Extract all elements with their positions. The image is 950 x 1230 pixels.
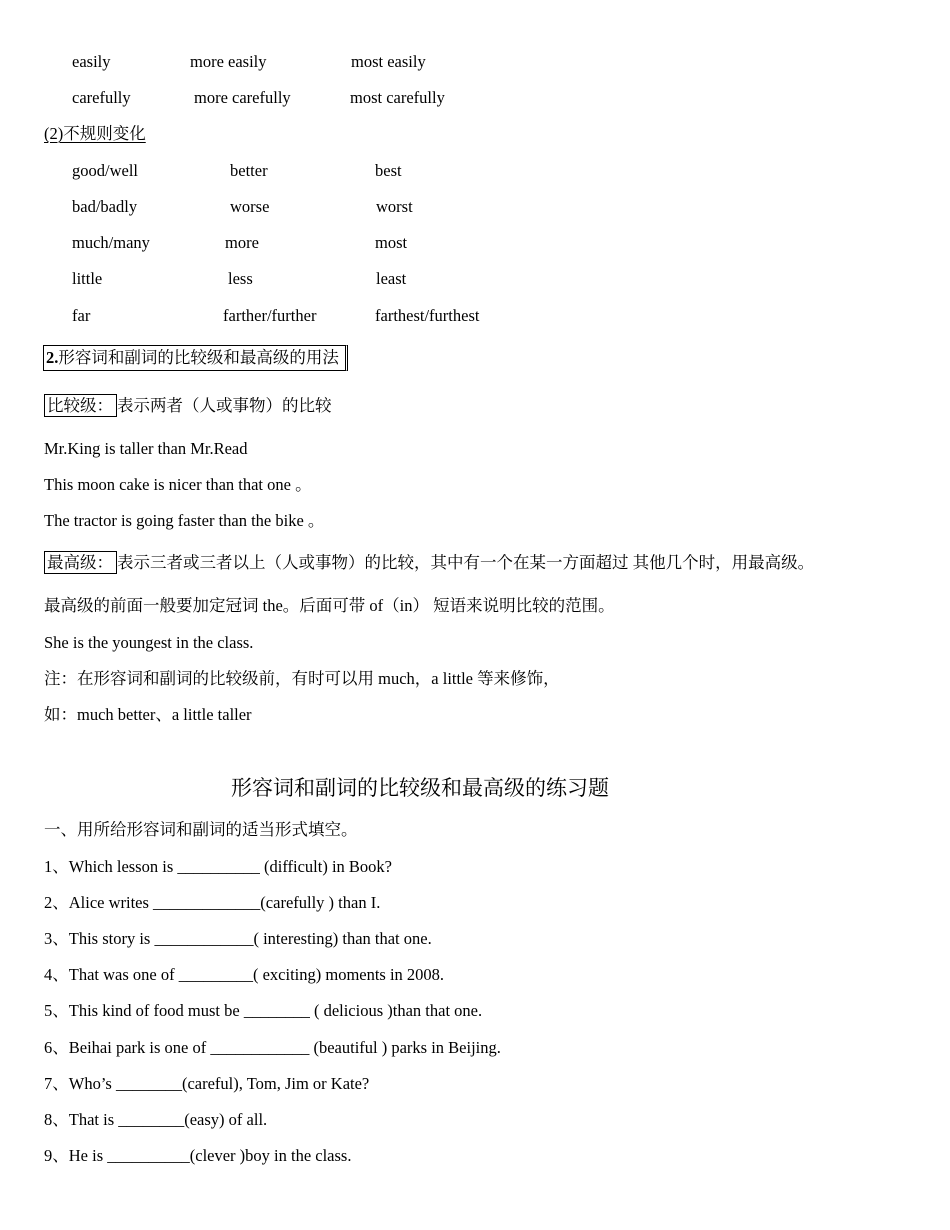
word-base: much/many — [72, 233, 150, 252]
exercise-item: 4、That was one of _________( exciting) moments in 2008. — [44, 965, 445, 984]
exercise-item: 7、Who’s ________(careful), Tom, Jim or Kate? — [44, 1074, 370, 1093]
word-superlative: most carefully — [350, 88, 445, 107]
section-number: 2. — [46, 348, 59, 367]
exercise-item: 5、This kind of food must be ________ ( delicious )than that one. — [44, 1001, 483, 1020]
word-comparative: less — [228, 269, 253, 288]
word-superlative: most easily — [351, 52, 426, 71]
comparative-desc: 表示两者（人或事物）的比较 — [117, 396, 332, 415]
word-superlative: most — [375, 233, 408, 252]
comparative-label: 比较级： — [44, 394, 117, 417]
word-base: easily — [72, 52, 111, 71]
word-comparative: better — [230, 161, 268, 180]
exercise-item: 1、Which lesson is __________ (difficult) in Book? — [44, 857, 392, 876]
exercise-title: 形容词和副词的比较级和最高级的练习题 — [231, 776, 609, 800]
word-base: good/well — [72, 161, 138, 180]
exercise-item: 9、He is __________(clever )boy in the class. — [44, 1146, 352, 1165]
section-title: 形容词和副词的比较级和最高级的用法 — [58, 348, 339, 367]
word-base: carefully — [72, 88, 131, 107]
word-base: far — [72, 306, 91, 325]
word-comparative: more — [225, 233, 259, 252]
note-example: 如：much better、a little taller — [44, 705, 252, 724]
superlative-definition — [44, 552, 814, 574]
word-comparative: worse — [230, 197, 270, 216]
exercise-item: 8、That is ________(easy) of all. — [44, 1110, 268, 1129]
section-heading — [43, 345, 348, 371]
comparative-definition — [44, 395, 332, 417]
exercise-item: 6、Beihai park is one of ____________ (beautiful ) parks in Beijing. — [44, 1038, 501, 1057]
note-text: 注：在形容词和副词的比较级前，有时可以用 much，a little 等来修饰， — [44, 669, 560, 688]
word-base: little — [72, 269, 103, 288]
exercise-item: 3、This story is ____________( interesting) than that one. — [44, 929, 432, 948]
word-base: bad/badly — [72, 197, 138, 216]
irregular-heading: (2)不规则变化 — [44, 124, 146, 143]
superlative-label: 最高级： — [44, 551, 117, 574]
example-sentence: The tractor is going faster than the bike 。 — [44, 511, 325, 530]
exercise-item: 2、Alice writes _____________(carefully ) than I. — [44, 893, 381, 912]
word-comparative: farther/further — [223, 306, 317, 325]
word-comparative: more carefully — [194, 88, 291, 107]
word-superlative: farthest/furthest — [375, 306, 480, 325]
example-sentence: Mr.King is taller than Mr.Read — [44, 439, 248, 458]
superlative-rule: 最高级的前面一般要加定冠词 the。后面可带 of（in） 短语来说明比较的范围。 — [44, 596, 615, 615]
example-sentence: This moon cake is nicer than that one 。 — [44, 475, 312, 494]
example-sentence: She is the youngest in the class. — [44, 633, 254, 652]
exercise-instruction: 一、用所给形容词和副词的适当形式填空。 — [44, 820, 358, 839]
word-superlative: least — [376, 269, 407, 288]
word-comparative: more easily — [190, 52, 267, 71]
word-superlative: best — [375, 161, 402, 180]
word-superlative: worst — [376, 197, 413, 216]
superlative-desc: 表示三者或三者以上（人或事物）的比较，其中有一个在某一方面超过 其他几个时，用最高级。 — [117, 553, 815, 572]
